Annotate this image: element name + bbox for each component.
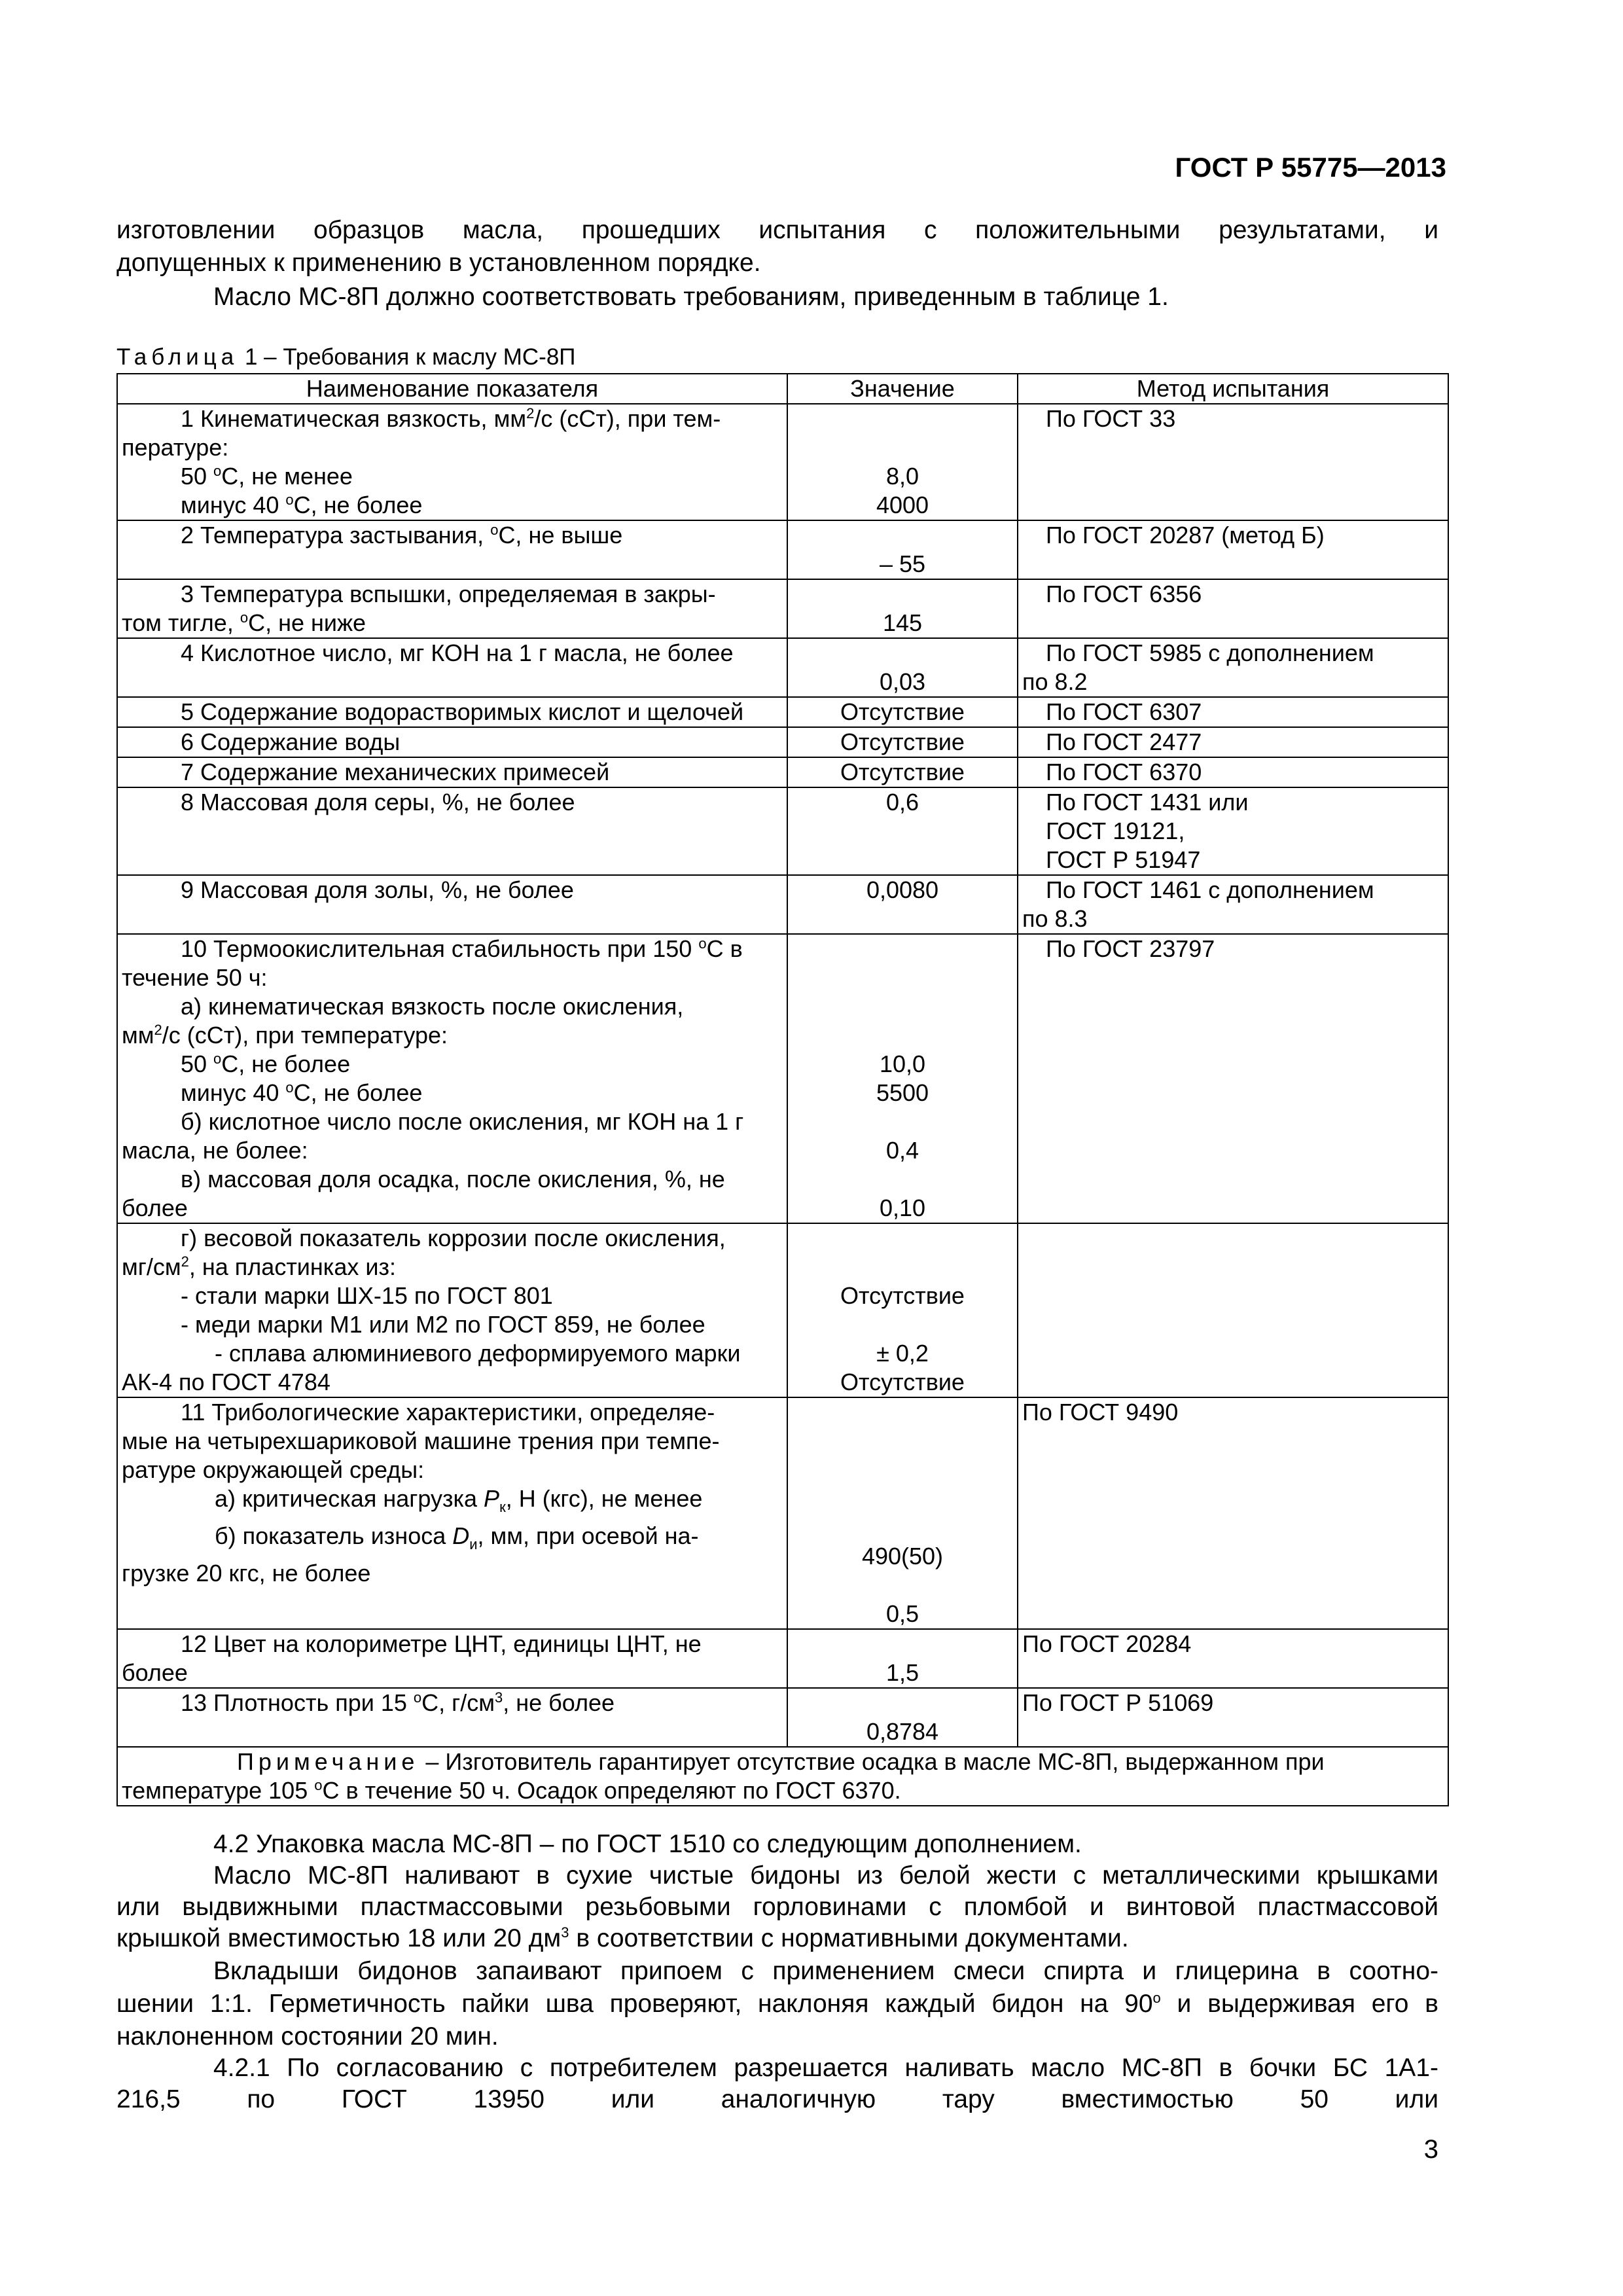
- table-row: [117, 520, 1448, 579]
- requirements-table: [116, 373, 1449, 1806]
- indicator-cell: г) весовой показатель коррозии после окисления, $мг/см^2$, на пластинках из: - стали марки ШХ-15 по ГОСТ 801 - меди марки М1 или М2 по ГОСТ 859, не более - сплава алюминиевого деформируемого марки АК-4 по ГОСТ 4784: [117, 1223, 787, 1397]
- table-row: [117, 1629, 1448, 1688]
- indicator-cell: 5 Содержание водорастворимых кислот и щелочей: [117, 697, 787, 727]
- value-cell: 145: [787, 579, 1018, 638]
- value-cell: 1,5: [787, 1629, 1018, 1688]
- sec-4-2-1-line: 4.2.1 По согласованию с потребителем разрешается наливать масло МС-8П в бочки БС 1А1-: [213, 2054, 1438, 2082]
- table-note: Примечание – Изготовитель гарантирует отсутствие осадка в масле МС-8П, выдержанном при температуре 105 $^o$С в течение 50 ч. Осадок определяют по ГОСТ 6370.: [117, 1747, 1448, 1806]
- table-row: [117, 757, 1448, 787]
- indicator-cell: 10 Термоокислительная стабильность при 150 $^o$С в течение 50 ч: а) кинематическая вязкость после окисления, $мм^2/с$ (сСт), при температуре: 50 $^o$С, не более минус 40 $^o$С, не более б) кислотное число после окисления, мг КОН на 1 г масла, не более: в) массовая доля осадка, после окисления, %, не более: [117, 934, 787, 1223]
- value-cell: 0,03: [787, 638, 1018, 697]
- indicator-cell: 11 Трибологические характеристики, определяе- мые на четырехшариковой машине трения при темпе- ратуре окружающей среды: а) критическая нагрузка $Р_к$, Н (кгс), не менее б) показатель износа $D_и$, мм, при осевой на- грузке 20 кгс, не более: [117, 1397, 787, 1629]
- table-row: [117, 875, 1448, 934]
- intro-line-3: Масло МС-8П должно соответствовать требованиям, приведенным в таблице 1.: [213, 283, 1169, 311]
- indicator-cell: 4 Кислотное число, мг КОН на 1 г масла, не более: [117, 638, 787, 697]
- table-row: [117, 1688, 1448, 1747]
- table-row: [117, 934, 1448, 1223]
- method-cell: [1018, 1223, 1448, 1397]
- table-row: [117, 404, 1448, 520]
- table-note-row: [117, 1747, 1448, 1806]
- method-cell: По ГОСТ 2477: [1018, 727, 1448, 757]
- intro-line-2: допущенных к применению в установленном порядке.: [116, 249, 761, 277]
- indicator-cell: 2 Температура застывания, $^o$С, не выше: [117, 520, 787, 579]
- method-cell: По ГОСТ 33: [1018, 404, 1448, 520]
- sec-4-2-para-line: или выдвижными пластмассовыми резьбовыми горловинами с пломбой и винтовой пластмассовой: [116, 1893, 1438, 1921]
- sec-4-2-1-line: 216,5 по ГОСТ 13950 или аналогичную тару вместимостью 50 или: [116, 2085, 1438, 2113]
- indicator-cell: 6 Содержание воды: [117, 727, 787, 757]
- value-cell: 490(50) 0,5: [787, 1397, 1018, 1629]
- indicator-cell: 9 Массовая доля золы, %, не более: [117, 875, 787, 934]
- indicator-cell: 12 Цвет на колориметре ЦНТ, единицы ЦНТ, не более: [117, 1629, 787, 1688]
- method-cell: По ГОСТ 6356: [1018, 579, 1448, 638]
- method-cell: По ГОСТ 6370: [1018, 757, 1448, 787]
- value-cell: 0,6: [787, 787, 1018, 875]
- method-cell: По ГОСТ 23797: [1018, 934, 1448, 1223]
- page-number: 3: [1423, 2135, 1438, 2164]
- value-cell: Отсутствие: [787, 697, 1018, 727]
- method-cell: По ГОСТ 5985 с дополнением по 8.2: [1018, 638, 1448, 697]
- table-caption: [116, 344, 575, 370]
- table-row: [117, 1397, 1448, 1629]
- table-row: [117, 1223, 1448, 1397]
- sec-4-2-para-line: наклоненном состоянии 20 мин.: [116, 2022, 499, 2051]
- sec-4-2-para-line: крышкой вместимостью 18 или 20 $дм^3$ в соответствии с нормативными документами.: [116, 1924, 1129, 1952]
- value-cell: Отсутствие: [787, 727, 1018, 757]
- method-cell: По ГОСТ 20284: [1018, 1629, 1448, 1688]
- sec-4-2-para-line: Масло МС-8П наливают в сухие чистые бидоны из белой жести с металлическими крышками: [213, 1861, 1438, 1890]
- value-cell: Отсутствие ± 0,2 Отсутствие: [787, 1223, 1018, 1397]
- intro-line-1: изготовлении образцов масла, прошедших испытания с положительными результатами, и: [116, 216, 1438, 244]
- indicator-cell: 8 Массовая доля серы, %, не более: [117, 787, 787, 875]
- header-indicator: Наименование показателя: [117, 374, 787, 404]
- table-header-row: [117, 374, 1448, 404]
- value-cell: – 55: [787, 520, 1018, 579]
- method-cell: По ГОСТ 1431 или ГОСТ 19121, ГОСТ Р 51947: [1018, 787, 1448, 875]
- method-cell: По ГОСТ 6307: [1018, 697, 1448, 727]
- sec-4-2-para-line: Вкладыши бидонов запаивают припоем с применением смеси спирта и глицерина в соотно-: [213, 1957, 1438, 1985]
- table-row: [117, 697, 1448, 727]
- indicator-cell: 1 Кинематическая вязкость, $мм^2/с$ (сСт), при тем- пературе: 50 $^o$С, не менее минус 40 $^o$С, не более: [117, 404, 787, 520]
- document-code: ГОСТ Р 55775—2013: [1175, 152, 1446, 183]
- table-row: [117, 727, 1448, 757]
- value-cell: 0,0080: [787, 875, 1018, 934]
- method-cell: По ГОСТ 20287 (метод Б): [1018, 520, 1448, 579]
- header-value: Значение: [787, 374, 1018, 404]
- method-cell: По ГОСТ 1461 с дополнением по 8.3: [1018, 875, 1448, 934]
- caption-text: 1 – Требования к маслу МС-8П: [244, 344, 576, 370]
- method-cell: По ГОСТ Р 51069: [1018, 1688, 1448, 1747]
- indicator-cell: 3 Температура вспышки, определяемая в закры- том тигле, $^o$С, не ниже: [117, 579, 787, 638]
- indicator-cell: 7 Содержание механических примесей: [117, 757, 787, 787]
- caption-word: Таблица: [116, 344, 239, 370]
- sec-4-2-para-line: шении 1:1. Герметичность пайки шва проверяют, наклоняя каждый бидон на $90^о$ и выдерживая его в: [116, 1990, 1438, 2018]
- table-row: [117, 638, 1448, 697]
- table-row: [117, 787, 1448, 875]
- value-cell: Отсутствие: [787, 757, 1018, 787]
- value-cell: 8,0 4000: [787, 404, 1018, 520]
- indicator-cell: 13 Плотность при 15 $^o$С, $г/см^3$, не более: [117, 1688, 787, 1747]
- method-cell: По ГОСТ 9490: [1018, 1397, 1448, 1629]
- table-row: [117, 579, 1448, 638]
- value-cell: 0,8784: [787, 1688, 1018, 1747]
- header-method: Метод испытания: [1018, 374, 1448, 404]
- value-cell: 10,0 5500 0,4 0,10: [787, 934, 1018, 1223]
- sec-4-2-line: 4.2 Упаковка масла МС-8П – по ГОСТ 1510 со следующим дополнением.: [213, 1830, 1082, 1858]
